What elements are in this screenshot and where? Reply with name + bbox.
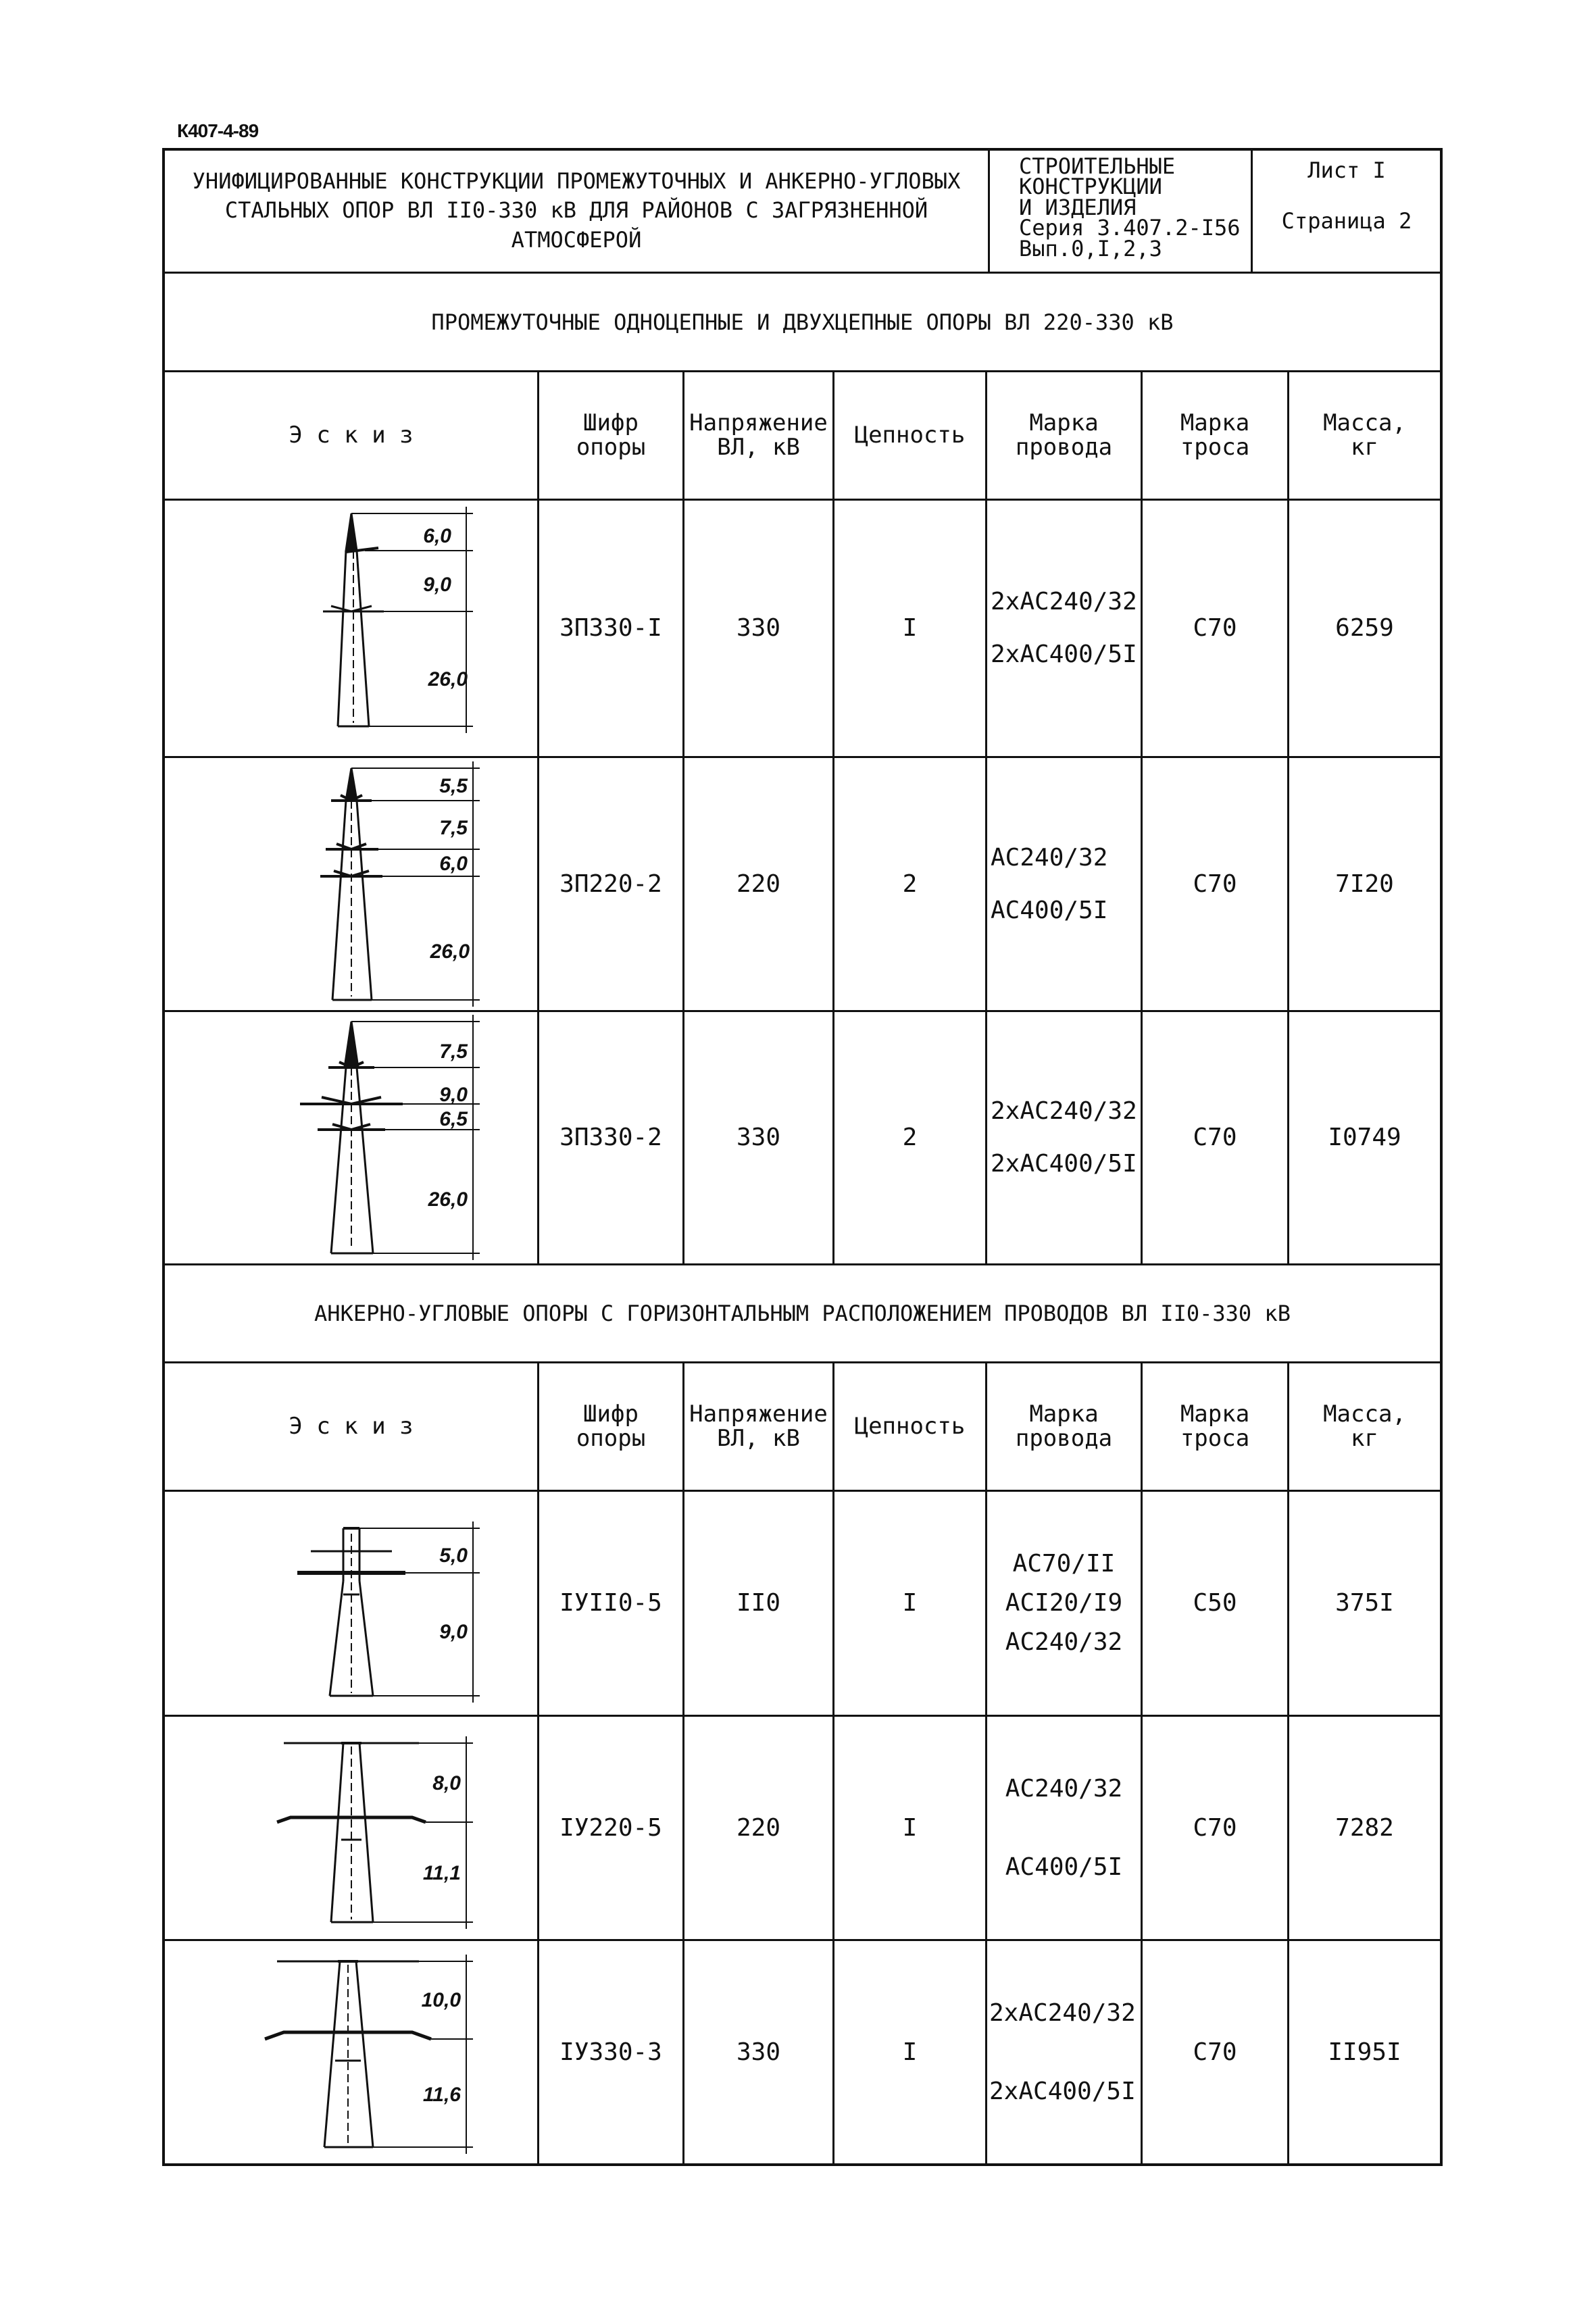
row4-code: IУII0-5 xyxy=(559,1589,662,1617)
row3-dim-2: 9,0 xyxy=(439,1084,468,1106)
series-block xyxy=(991,152,1251,270)
tower-sketch-row6 xyxy=(257,1944,493,2164)
row1-circuits: I xyxy=(902,614,918,642)
row4-wire-2: АСI20/I9 xyxy=(1005,1589,1123,1617)
col-wire-header: Марка провода xyxy=(1015,409,1113,461)
row2-dim-4: 26,0 xyxy=(430,940,470,963)
row6-voltage: 330 xyxy=(736,2038,781,2066)
sheet-number: Лист I xyxy=(1307,157,1386,183)
row1-dim-1: 6,0 xyxy=(423,525,451,547)
document-title xyxy=(165,150,988,272)
row5-dim-2: 11,1 xyxy=(422,1862,461,1884)
row2-code: 3П220-2 xyxy=(559,870,662,898)
col-mass-header-2: Масса, кг xyxy=(1323,1400,1406,1452)
row4-wire-3: АС240/32 xyxy=(1005,1628,1123,1656)
col-mass-header: Масса, кг xyxy=(1323,409,1406,461)
row4-wire-1: АС70/II xyxy=(1012,1550,1116,1578)
row3-wires xyxy=(991,1012,1141,1263)
row3-mass: I0749 xyxy=(1328,1124,1401,1151)
row2-mass: 7I20 xyxy=(1335,870,1394,898)
col-code-header-2: Шифр опоры xyxy=(576,1400,646,1452)
row6-mass: II95I xyxy=(1328,2038,1401,2066)
row4-dim-1: 5,0 xyxy=(439,1544,468,1567)
row6-circuits: I xyxy=(902,2038,918,2066)
tower-sketch-row4 xyxy=(284,1493,500,1713)
row1-mass: 6259 xyxy=(1335,614,1394,642)
row5-code: IУ220-5 xyxy=(559,1813,662,1842)
row3-cable: С70 xyxy=(1193,1124,1237,1151)
row1-code: 3П330-I xyxy=(559,614,662,642)
row5-wires xyxy=(987,1717,1141,1939)
series-line-2: КОНСТРУКЦИИ xyxy=(1019,174,1162,200)
row3-code: 3П330-2 xyxy=(559,1124,662,1151)
row4-circuits: I xyxy=(902,1589,918,1617)
section-2-title: АНКЕРНО-УГЛОВЫЕ ОПОРЫ С ГОРИЗОНТАЛЬНЫМ РАСПОЛОЖЕНИЕМ ПРОВОДОВ ВЛ II0-330 кВ xyxy=(314,1301,1291,1326)
tower-sketch-row2 xyxy=(284,760,500,1010)
row6-dim-2: 11,6 xyxy=(422,2084,461,2106)
row3-dim-4: 26,0 xyxy=(428,1188,468,1211)
row6-cable: С70 xyxy=(1193,2038,1237,2066)
row5-voltage: 220 xyxy=(736,1813,781,1842)
series-line-5: Вып.0,I,2,3 xyxy=(1019,235,1162,261)
col-cable-header: Марка троса xyxy=(1180,409,1250,461)
row1-dim-3: 26,0 xyxy=(428,668,468,690)
section-1-title: ПРОМЕЖУТОЧНЫЕ ОДНОЦЕПНЫЕ И ДВУХЦЕПНЫЕ ОПОРЫ ВЛ 220-330 кВ xyxy=(431,309,1174,335)
row4-dim-2: 9,0 xyxy=(439,1621,468,1643)
series-line-3: И ИЗДЕЛИЯ xyxy=(1019,194,1137,220)
col-circuits-header-2: Цепность xyxy=(854,1412,966,1440)
row6-code: IУ330-3 xyxy=(559,2038,662,2066)
row6-wire-2: 2хАС400/5I xyxy=(989,2077,1136,2105)
row4-mass: 375I xyxy=(1335,1589,1394,1617)
title-line-2: СТАЛЬНЫХ ОПОР ВЛ II0-330 кВ ДЛЯ РАЙОНОВ С ЗАГРЯЗНЕННОЙ xyxy=(224,197,928,224)
row2-wire-2: АС400/5I xyxy=(991,896,1108,924)
row3-voltage: 330 xyxy=(736,1124,781,1151)
row3-dim-1: 7,5 xyxy=(439,1040,468,1063)
title-line-1: УНИФИЦИРОВАННЫЕ КОНСТРУКЦИИ ПРОМЕЖУТОЧНЫХ И АНКЕРНО-УГЛОВЫХ xyxy=(192,168,961,195)
row1-voltage: 330 xyxy=(736,614,781,642)
row5-wire-1: АС240/32 xyxy=(1005,1774,1123,1803)
row6-wires xyxy=(989,1941,1141,2163)
row5-dim-1: 8,0 xyxy=(432,1772,461,1794)
row3-wire-1: 2хАС240/32 xyxy=(991,1097,1137,1125)
tower-sketch-row3 xyxy=(284,1013,500,1263)
col-sketch-header-2: Э с к и з xyxy=(289,1412,414,1440)
frame-right xyxy=(1440,148,1443,2166)
row3-dim-3: 6,5 xyxy=(439,1108,468,1130)
row5-circuits: I xyxy=(902,1813,918,1842)
page-number: Страница 2 xyxy=(1281,208,1412,234)
row2-wire-1: АС240/32 xyxy=(991,843,1108,872)
col-code-header: Шифр опоры xyxy=(576,409,646,461)
row2-wires xyxy=(991,758,1141,1010)
row4-voltage: II0 xyxy=(736,1589,781,1617)
row6-wire-1: 2хАС240/32 xyxy=(989,1998,1136,2027)
col-wire-header-2: Марка провода xyxy=(1015,1400,1113,1452)
row3-circuits: 2 xyxy=(902,1124,918,1151)
col-circuits-header: Цепность xyxy=(854,421,966,449)
col-voltage-header: Напряжение ВЛ, кВ xyxy=(689,409,828,461)
row1-cable: С70 xyxy=(1193,614,1237,642)
row1-wire-2: 2хАС400/5I xyxy=(991,640,1137,668)
row1-wire-1: 2хАС240/32 xyxy=(991,588,1137,615)
series-line-4: Серия 3.407.2-I56 xyxy=(1019,215,1241,241)
row2-dim-3: 6,0 xyxy=(439,853,468,875)
row5-cable: С70 xyxy=(1193,1813,1237,1842)
series-line-1: СТРОИТЕЛЬНЫЕ xyxy=(1019,153,1176,179)
row2-cable: С70 xyxy=(1193,870,1237,898)
tower-sketch-row5 xyxy=(264,1719,493,1939)
row6-dim-1: 10,0 xyxy=(421,1989,461,2011)
col-voltage-header-2: Напряжение ВЛ, кВ xyxy=(689,1400,828,1452)
document-code: К407-4-89 xyxy=(177,120,259,141)
row4-cable: С50 xyxy=(1193,1589,1237,1617)
row2-circuits: 2 xyxy=(902,870,918,898)
col-sketch-header: Э с к и з xyxy=(289,421,414,449)
row5-wire-2: АС400/5I xyxy=(1005,1853,1123,1881)
row2-dim-2: 7,5 xyxy=(439,817,468,839)
row5-mass: 7282 xyxy=(1335,1813,1394,1842)
row2-dim-1: 5,5 xyxy=(439,775,468,797)
row1-dim-2: 9,0 xyxy=(423,574,451,596)
col-cable-header-2: Марка троса xyxy=(1180,1400,1250,1452)
row4-wires xyxy=(987,1492,1141,1715)
row2-voltage: 220 xyxy=(736,870,781,898)
title-line-3: АТМОСФЕРОЙ xyxy=(511,226,642,253)
tower-sketch-row1 xyxy=(284,503,500,753)
row1-wires xyxy=(991,501,1141,756)
row3-wire-2: 2хАС400/5I xyxy=(991,1150,1137,1178)
